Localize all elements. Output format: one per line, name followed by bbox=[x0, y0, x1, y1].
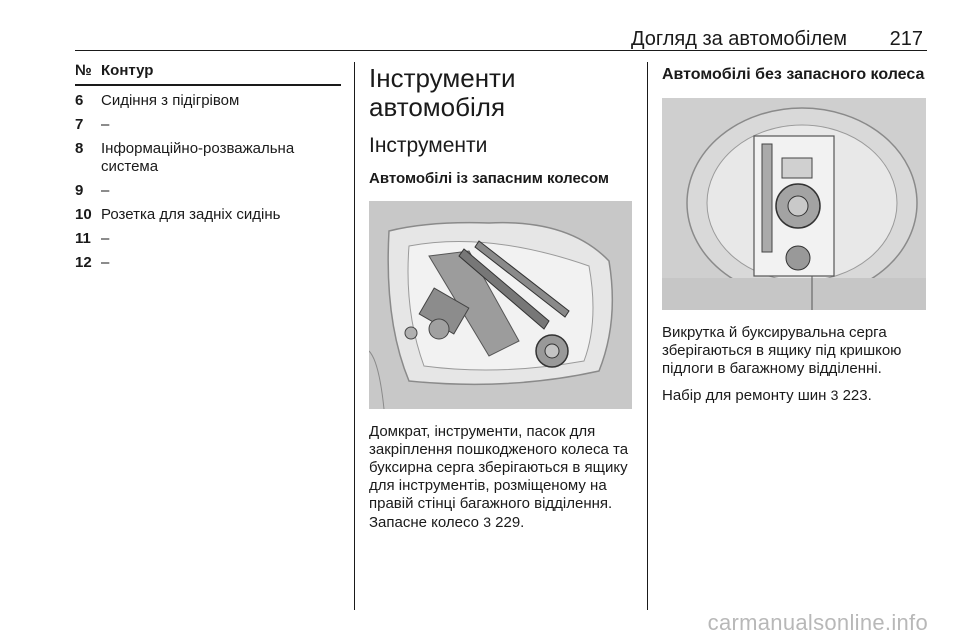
section-subtitle: Інструменти bbox=[369, 134, 488, 157]
col-name-header: Контур bbox=[101, 62, 154, 79]
row-desc: Сидіння з підігрівом bbox=[101, 92, 240, 109]
tools-section bbox=[369, 62, 632, 532]
with-spare-ref-page: 229. bbox=[495, 514, 525, 531]
header-title: Догляд за автомобілем bbox=[630, 28, 847, 50]
row-num: 8 bbox=[75, 140, 84, 157]
table-row bbox=[75, 182, 341, 200]
reference-arrow-icon: 3 bbox=[483, 514, 491, 530]
row-desc: – bbox=[101, 182, 110, 199]
watermark: carmanualsonline.info bbox=[707, 610, 928, 635]
row-desc: Інформаційно-розважальна система bbox=[101, 140, 295, 175]
table-row bbox=[75, 116, 341, 134]
col-num-header: № bbox=[75, 62, 92, 79]
page-header bbox=[75, 28, 927, 51]
page-number: 217 bbox=[889, 28, 923, 50]
row-num: 9 bbox=[75, 182, 84, 199]
row-desc: – bbox=[101, 116, 110, 133]
row-num: 12 bbox=[75, 254, 92, 271]
with-spare-text bbox=[369, 423, 632, 532]
with-spare-heading: Автомобілі із запасним колесом bbox=[369, 170, 609, 187]
table-row bbox=[75, 140, 341, 176]
row-num: 6 bbox=[75, 92, 84, 109]
tire-repair-text bbox=[662, 386, 926, 405]
section-title: Інструменти автомобіля bbox=[369, 63, 516, 122]
without-spare-text: Викрутка й буксирувальна серга зберігаються в ящику під кришкою підлоги в багажному відділенні. bbox=[662, 324, 902, 377]
column-divider bbox=[354, 62, 355, 610]
with-spare-text-body: Домкрат, інструменти, пасок для закріплення пошкодженого колеса та буксирна серга зберігаються в ящику для інструментів, розміщеному на правій стінці багажного відділення. Запасне колесо bbox=[369, 423, 629, 531]
table-row bbox=[75, 92, 341, 110]
row-desc: – bbox=[101, 230, 110, 247]
row-num: 7 bbox=[75, 116, 84, 133]
tire-repair-ref-page: 223. bbox=[842, 387, 872, 404]
table-header bbox=[75, 62, 341, 86]
reference-arrow-icon: 3 bbox=[830, 387, 839, 403]
row-desc: Розетка для задніх сидінь bbox=[101, 206, 281, 223]
fuse-table bbox=[75, 62, 341, 272]
row-num: 10 bbox=[75, 206, 92, 223]
row-desc: – bbox=[101, 254, 110, 271]
column-divider bbox=[647, 62, 648, 610]
floor-compartment-illustration bbox=[662, 98, 926, 310]
no-spare-section bbox=[662, 62, 926, 405]
tire-repair-text-body: Набір для ремонту шин bbox=[662, 387, 827, 404]
toolbox-drawing bbox=[369, 201, 632, 409]
row-num: 11 bbox=[75, 230, 91, 247]
floor-compartment-drawing bbox=[662, 98, 926, 310]
without-spare-heading: Автомобілі без запасного колеса bbox=[662, 66, 925, 83]
toolbox-illustration bbox=[369, 201, 632, 409]
table-row bbox=[75, 230, 341, 248]
table-row bbox=[75, 206, 341, 224]
table-row bbox=[75, 254, 341, 272]
